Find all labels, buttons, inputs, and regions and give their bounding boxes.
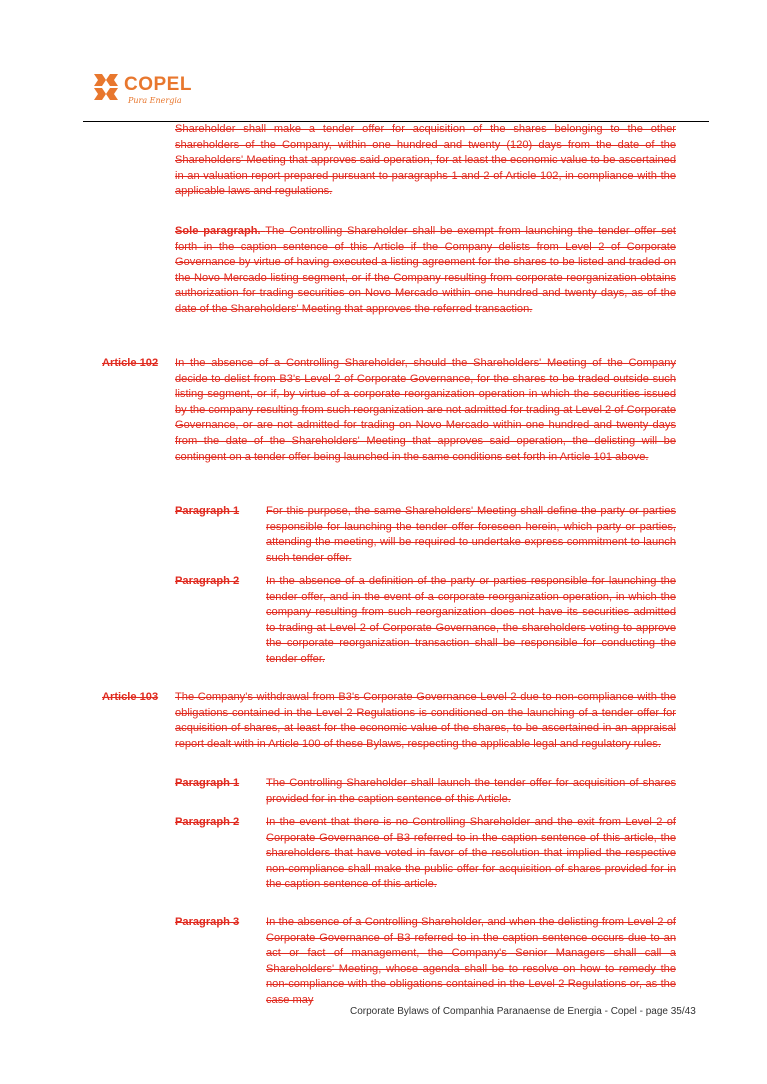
article-102-text: In the absence of a Controlling Shareholder, should the Shareholders' Meeting of the Company decide to delist from B3's Level 2 of Corporate Governance, for the shares to be traded outside such listing segment, or if, by virtue of a corporate reorganization operation in which the securities issued by the company resulting from such reorganization are not admitted for trading at Level 2 of Corporate Governance, or are not admitted for trading on Novo Mercado within one hundred and twenty days from the date of the Shareholders' Meeting that approves said operation, the delisting will be contingent on a tender offer being launched in the same conditions set forth in Article 101 above. [175,357,676,463]
article-102-paragraph-1-text: For this purpose, the same Shareholders' Meeting shall define the party or parties responsible for launching the tender offer foreseen herein, which party or parties, attending the meeting, will be required to undertake express commitment to launch such tender offer. [266,505,676,564]
copel-logo [92,72,202,112]
article-103-paragraph-3-label: Paragraph 3 [175,916,240,928]
article-103-text: The Company's withdrawal from B3's Corporate Governance Level 2 due to non-compliance with the obligations contained in the Level 2 Regulations is conditioned on the launching of a tender offer for acquisition of shares, at least for the economic value of the shares, to be ascertained in an appraisal report dealt with in Article 100 of these Bylaws, respecting the applicable legal and regulatory rules. [175,691,676,750]
article-103-paragraph-1-text: The Controlling Shareholder shall launch the tender offer for acquisition of shares provided for in the caption sentence of this Article. [266,777,676,805]
article-103-paragraph-2-label: Paragraph 2 [175,816,240,828]
article-101-continuation: Shareholder shall make a tender offer for acquisition of the shares belonging to the other shareholders of the Company, within one hundred and twenty (120) days from the date of the Shareholders' Meeting that approves said operation, for at least the economic value to be ascertained in an valuation report prepared pursuant to paragraphs 1 and 2 of Article 102, in compliance with the applicable laws and regulations. [175,123,676,198]
article-102-paragraph-2-text: In the absence of a definition of the party or parties responsible for launching the tender offer, and in the event of a corporate reorganization operation, in which the company resulting from such reorganization does not have its securities admitted to trading at Level 2 of Corporate Governance, the shareholders voting to approve the corporate reorganization transaction shall be responsible for conducting the tender offer. [266,575,676,665]
article-103-paragraph-2-text: In the event that there is no Controlling Shareholder and the exit from Level 2 of Corporate Governance of B3 referred to in the caption sentence of this article, the shareholders that have voted in favor of the resolution that implied the respective non-compliance shall make the public offer for acquisition of shares provided for in the caption sentence of this article. [266,816,676,891]
article-103-paragraph-1-label: Paragraph 1 [175,777,240,789]
sole-paragraph [175,224,676,318]
sole-paragraph-text: The Controlling Shareholder shall be exempt from launching the tender offer set forth in the caption sentence of this Article if the Company delists from Level 2 of Corporate Governance by virtue of having executed a listing agreement for the shares to be listed and traded on the Novo Mercado listing segment, or if the Company resulting from corporate reorganization obtains authorization for trading securities on Novo Mercado within one hundred and twenty days, as of the date of the Shareholders' Meeting that approves the referred transaction. [175,225,677,315]
article-103-label: Article 103 [102,691,159,703]
logo-tagline: Pura Energia [128,96,182,105]
logo-name: COPEL [124,74,192,95]
article-102-label: Article 102 [102,357,159,369]
page-footer: Corporate Bylaws of Companhia Paranaense de Energia - Copel - page 35/43 [350,1006,696,1017]
article-102-paragraph-1-label: Paragraph 1 [175,505,240,517]
copel-logo-icon [92,72,120,102]
article-103-paragraph-3-text: In the absence of a Controlling Shareholder, and when the delisting from Level 2 of Corporate Governance of B3 referred to in the caption sentence occurs due to an act or fact of management, the Company's Senior Managers shall call a Shareholders' Meeting, whose agenda shall be to resolve on how to remedy the non-compliance with the obligations contained in the Level 2 Regulations or, as the case may [266,916,676,1006]
article-102-paragraph-2-label: Paragraph 2 [175,575,240,587]
sole-paragraph-label: Sole paragraph. [175,225,261,237]
